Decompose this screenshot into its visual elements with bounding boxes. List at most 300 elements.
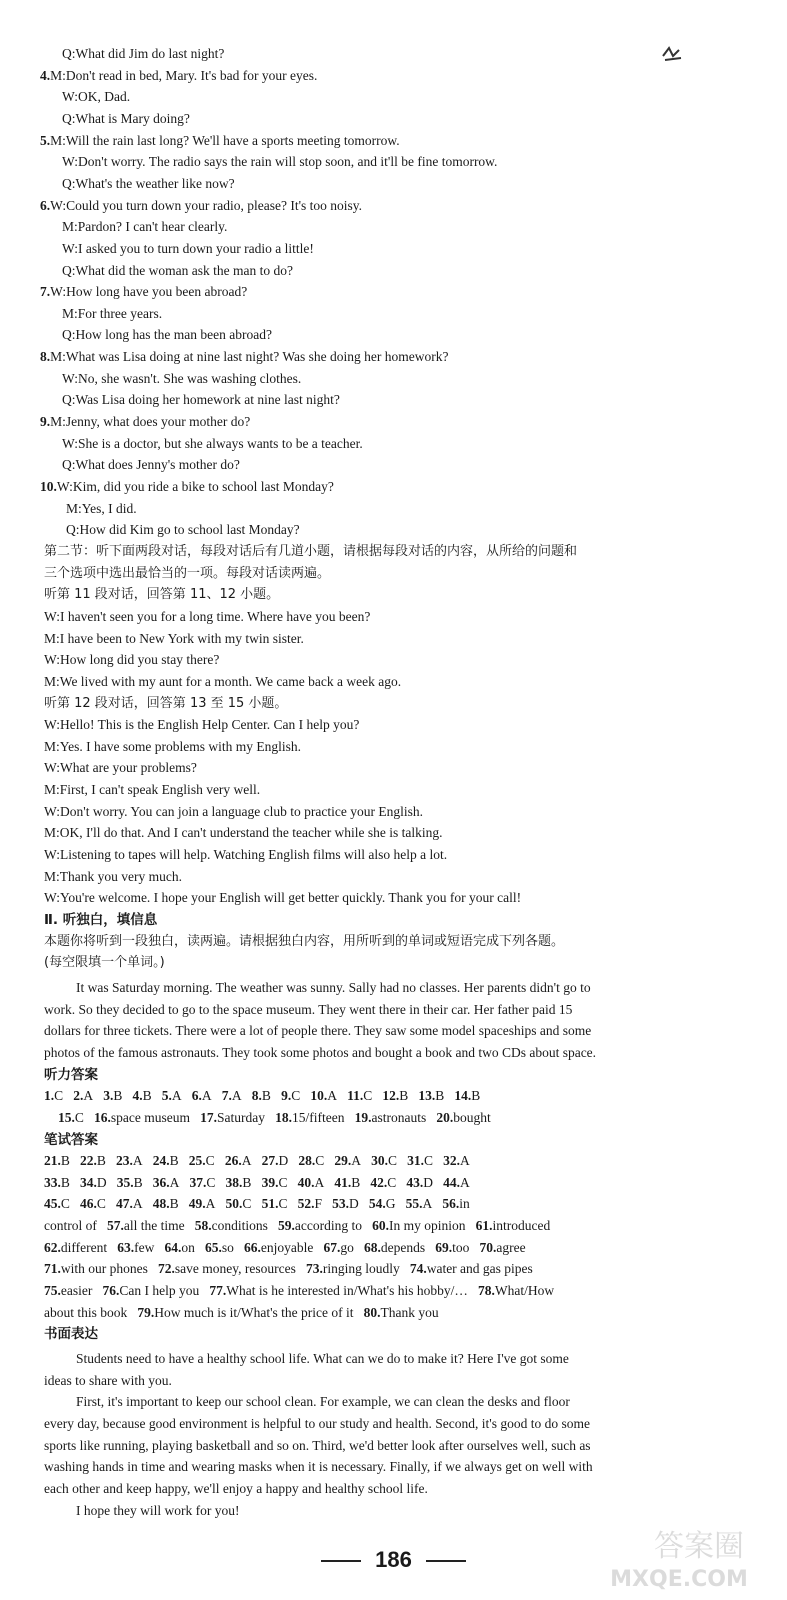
dialogue-line (44, 629, 744, 649)
answer-number: 37. (189, 1174, 207, 1190)
essay-line (76, 1392, 776, 1412)
answer-number: 60. (372, 1218, 389, 1234)
script-line (62, 434, 762, 454)
question-number: 4. (40, 67, 51, 83)
answer-gap (179, 1196, 189, 1211)
speaker-colon: : (56, 868, 60, 884)
script-text: How long have you been abroad? (66, 284, 248, 300)
answer-gap (396, 1175, 406, 1190)
answer-gap (106, 1153, 116, 1168)
essay-line (44, 1436, 744, 1456)
answer-gap (179, 1175, 189, 1190)
answer-number: 70. (479, 1239, 497, 1255)
answer-value: B (113, 1088, 123, 1104)
answer-value: A (422, 1196, 433, 1212)
answer-value: C (54, 1088, 64, 1104)
essay-text: each other and keep happy, we'll enjoy a happy and healthy school life. (44, 1480, 428, 1496)
dialogue-line (44, 845, 744, 865)
script-line (62, 44, 762, 64)
answer-number: 40. (297, 1174, 315, 1190)
speaker-label: Q (62, 262, 72, 278)
speaker-label: W (44, 890, 57, 906)
speaker-colon: : (56, 847, 61, 863)
essay-line (44, 1414, 744, 1434)
answer-number: 25. (188, 1153, 206, 1169)
answer-value: In my opinion (388, 1218, 466, 1234)
answer-value: How much is it/What's the price of it (154, 1304, 354, 1320)
answer-row (58, 1108, 758, 1128)
answer-value: A (132, 1153, 143, 1169)
answer-value: C (278, 1174, 288, 1190)
speaker-colon: : (69, 479, 73, 494)
dialogue-heading (44, 585, 744, 605)
answer-value: G (385, 1196, 396, 1212)
answer-row (44, 1238, 744, 1258)
answer-value: Saturday (217, 1109, 265, 1125)
speaker-label: M (50, 349, 63, 365)
page-number-right-rule (426, 1560, 466, 1562)
speaker-colon: : (74, 240, 79, 256)
speaker-label: W (50, 284, 63, 300)
answer-number: 68. (363, 1239, 381, 1255)
instruction-text: 三个选项中选出最恰当的一项。每段对话读两遍。 (44, 565, 331, 581)
answer-value: bought (453, 1109, 491, 1125)
answer-value: C (74, 1109, 84, 1125)
dialogue-text: Don't worry. You can join a language club to practice your English. (60, 803, 423, 819)
script-text: What did Jim do last night? (75, 46, 225, 61)
monologue-text: It was Saturday morning. The weather was sunny. Sally had no classes. Her parents didn't go to (76, 979, 591, 995)
answer-row (44, 1151, 744, 1171)
speaker-label: W (44, 847, 57, 863)
answer-number: 58. (194, 1218, 212, 1234)
answer-gap (70, 1196, 80, 1211)
answer-number: 31. (407, 1153, 424, 1169)
answer-gap (154, 1240, 164, 1255)
answer-gap (268, 1218, 278, 1233)
speaker-label: W (50, 197, 63, 213)
answer-number: 12. (382, 1088, 400, 1104)
answer-value: C (242, 1196, 252, 1212)
answer-value: C (387, 1153, 397, 1169)
script-line (62, 325, 762, 345)
answer-number: 32. (443, 1153, 460, 1169)
answer-gap (107, 1240, 117, 1255)
answer-value: agree (496, 1239, 526, 1255)
speaker-label: M (62, 305, 75, 321)
dialogue-heading-text: 听第 12 段对话，回答第 13 至 15 小题。 (44, 695, 288, 711)
answer-gap (271, 1088, 281, 1103)
answer-gap (324, 1175, 334, 1190)
answer-row (44, 1259, 744, 1279)
answer-number: 75. (44, 1283, 61, 1299)
dialogue-line (44, 802, 744, 822)
answer-number: 16. (94, 1109, 111, 1125)
answer-number: 72. (158, 1261, 175, 1277)
answer-gap (106, 1196, 116, 1211)
monologue-line (44, 1043, 744, 1063)
answer-gap (127, 1305, 137, 1320)
answer-gap (287, 1175, 297, 1190)
answer-value: astronauts (371, 1109, 427, 1125)
answer-value: C (387, 1174, 397, 1190)
answer-gap (432, 1196, 442, 1211)
answer-number: 71. (44, 1261, 61, 1277)
answer-gap (360, 1175, 370, 1190)
answer-number: 56. (442, 1196, 460, 1212)
answer-gap (465, 1218, 475, 1233)
dialogue-text: First, I can't speak English very well. (59, 782, 261, 798)
speaker-label: Q (62, 110, 72, 126)
answer-gap (152, 1088, 162, 1103)
script-text: For three years. (77, 305, 163, 321)
dialogue-text: How long did you stay there? (60, 652, 220, 668)
essay-text: First, it's important to keep our school clean. For example, we can clean the desks and floor (76, 1394, 570, 1410)
answer-gap (182, 1088, 192, 1103)
answer-number: 79. (137, 1304, 155, 1320)
script-line (62, 174, 762, 194)
speaker-colon: : (56, 608, 61, 624)
answer-row (44, 1194, 744, 1214)
speaker-colon: : (62, 284, 67, 300)
dialogue-text: Hello! This is the English Help Center. Can I help you? (60, 717, 360, 733)
speaker-label: M (62, 219, 75, 235)
speaker-colon: : (74, 435, 79, 451)
answer-number: 36. (152, 1174, 170, 1190)
speaker-label: W (56, 479, 70, 494)
answer-value: C (96, 1196, 106, 1212)
answer-number: 30. (371, 1153, 388, 1169)
answer-number: 9. (281, 1088, 292, 1104)
dialogue-line (44, 607, 744, 627)
answer-value: space museum (110, 1109, 190, 1125)
script-line (40, 196, 740, 216)
watermark-url: MXQE.COM (610, 1567, 748, 1592)
answer-number: 42. (370, 1174, 388, 1190)
script-text: What does Jenny's mother do? (75, 457, 240, 473)
speaker-label: W (44, 803, 57, 819)
script-text: Don't read in bed, Mary. It's bad for your eyes. (65, 67, 318, 83)
question-number: 7. (40, 284, 51, 300)
answer-number: 4. (132, 1088, 143, 1104)
speaker-colon: : (56, 803, 61, 819)
answer-value: C (60, 1196, 70, 1212)
speaker-colon: : (56, 760, 61, 776)
page-number-left-rule (321, 1560, 361, 1562)
essay-text: I hope they will work for you! (76, 1502, 240, 1518)
answer-gap (143, 1175, 153, 1190)
answer-value: A (231, 1088, 242, 1104)
speaker-label: W (62, 89, 75, 105)
essay-text: Students need to have a healthy school life. What can we do to make it? Here I've got some (76, 1351, 569, 1366)
answer-value: A (459, 1153, 470, 1169)
speaker-colon: : (74, 154, 79, 170)
speaker-label: M (50, 132, 63, 148)
script-text: She is a doctor, but she always wants to be a teacher. (78, 435, 363, 451)
dialogue-line (44, 888, 744, 908)
answer-row (44, 1173, 744, 1193)
script-text: What's the weather like now? (75, 175, 235, 191)
part2-instruction (44, 932, 744, 952)
answer-value: C (315, 1153, 325, 1169)
essay-line (44, 1457, 744, 1477)
speaker-colon: : (62, 67, 66, 83)
answers-heading (44, 1130, 744, 1150)
answer-value: C (291, 1088, 301, 1104)
writing-heading (44, 1324, 744, 1344)
speaker-label: W (44, 717, 57, 733)
answer-gap (63, 1088, 73, 1103)
script-text: Pardon? I can't hear clearly. (77, 219, 228, 235)
answer-value: on (181, 1239, 195, 1255)
answer-value: save money, resources (174, 1261, 296, 1277)
answer-value: What is he interested in/What's his hobby/… (226, 1283, 468, 1299)
script-line (62, 304, 762, 324)
answer-number: 7. (221, 1088, 232, 1104)
answer-gap (322, 1196, 332, 1211)
answer-value: too (452, 1239, 470, 1255)
answer-value: What/How (494, 1283, 555, 1299)
answer-number: 44. (443, 1174, 460, 1190)
answer-gap (234, 1240, 244, 1255)
answer-number: 52. (297, 1196, 315, 1212)
answer-gap (215, 1175, 225, 1190)
answer-value: all the time (123, 1218, 185, 1234)
answer-number: 65. (204, 1239, 222, 1255)
speaker-colon: : (56, 673, 60, 689)
speaker-label: M (50, 414, 63, 430)
answer-value: B (399, 1088, 409, 1104)
answer-number: 15. (58, 1109, 75, 1125)
answer-value: B (133, 1174, 143, 1190)
answer-gap (444, 1088, 454, 1103)
answer-value: A (459, 1174, 470, 1190)
answers-heading-text: 听力答案 (44, 1066, 98, 1083)
answer-gap (148, 1261, 158, 1276)
monologue-text: work. So they decided to go to the space museum. They went there in their car. Her father paid 15 (44, 1001, 573, 1017)
speaker-label: Q (62, 392, 72, 408)
watermark-logo (569, 1512, 769, 1592)
instruction-text: 本题你将听到一段独白，读两遍。请根据独白内容，用所听到的单词或短语完成下列各题。 (44, 933, 565, 949)
answer-gap (395, 1196, 405, 1211)
answer-number: 57. (107, 1218, 124, 1234)
answer-gap (107, 1175, 117, 1190)
answers-heading-text: 笔试答案 (44, 1131, 98, 1148)
answer-gap (468, 1283, 478, 1298)
monologue-text: photos of the famous astronauts. They took some photos and bought a book and two CDs about space. (44, 1044, 597, 1060)
speaker-label: W (44, 608, 57, 624)
script-line (62, 261, 762, 281)
monologue-line (44, 1021, 744, 1041)
answer-gap (361, 1153, 371, 1168)
answer-value: Thank you (380, 1304, 439, 1320)
answer-number: 64. (164, 1239, 182, 1255)
answer-number: 21. (44, 1153, 61, 1169)
answer-number: 26. (224, 1153, 242, 1169)
answer-value: B (435, 1088, 445, 1104)
speaker-colon: : (71, 457, 76, 473)
answer-number: 46. (80, 1196, 97, 1212)
speaker-label: M (66, 500, 79, 516)
answer-gap (185, 1218, 195, 1233)
answer-number: 29. (334, 1153, 352, 1169)
speaker-colon: : (62, 349, 66, 365)
essay-line (44, 1371, 744, 1391)
dialogue-text: I haven't seen you for a long time. Where have you been? (60, 608, 371, 624)
answer-value: A (171, 1088, 182, 1104)
instruction-text: (每空限填一个单词。) (44, 955, 165, 971)
answer-value: enjoyable (260, 1239, 314, 1255)
answer-gap (362, 1218, 372, 1233)
speaker-label: Q (62, 175, 72, 191)
answer-gap (324, 1153, 334, 1168)
answer-gap (425, 1240, 435, 1255)
answer-gap (97, 1218, 107, 1233)
speaker-colon: : (75, 522, 80, 538)
answer-value: B (169, 1153, 179, 1169)
dialogue-heading-text: 听第 11 段对话，回答第 11、12 小题。 (44, 587, 280, 603)
script-text: OK, Dad. (78, 89, 131, 105)
monologue-line (44, 1000, 744, 1020)
answer-number: 61. (475, 1218, 493, 1234)
essay-line (76, 1349, 776, 1369)
speaker-colon: : (62, 132, 66, 148)
script-line (66, 520, 766, 540)
answer-value: ringing loudly (322, 1261, 400, 1277)
script-line (40, 282, 740, 302)
essay-text: sports like running, playing basketball and so on. Third, we'd better look after ourselves well, such as (44, 1437, 591, 1453)
answer-gap (287, 1196, 297, 1211)
answer-number: 50. (225, 1196, 243, 1212)
dialogue-text: Thank you very much. (59, 868, 182, 884)
dialogue-text: Yes. I have some problems with my English. (59, 738, 302, 754)
answer-value: easier (60, 1283, 93, 1299)
answer-value: so (221, 1239, 234, 1255)
answer-gap (433, 1153, 443, 1168)
answer-gap (337, 1088, 347, 1103)
speaker-colon: : (71, 175, 76, 191)
speaker-label: Q (62, 457, 72, 473)
answer-value: B (142, 1088, 152, 1104)
answer-gap (251, 1153, 261, 1168)
script-text: What did the woman ask the man to do? (75, 262, 293, 278)
part2-heading (44, 910, 744, 930)
answer-gap (179, 1153, 189, 1168)
answer-number: 78. (478, 1283, 495, 1299)
writing-heading-text: 书面表达 (44, 1326, 98, 1343)
answer-value: go (340, 1239, 354, 1255)
speaker-colon: : (71, 327, 76, 343)
answer-number: 18. (275, 1109, 292, 1125)
answer-gap (354, 1305, 364, 1320)
answer-number: 22. (80, 1153, 97, 1169)
page-number-text: 186 (375, 1547, 412, 1572)
answer-number: 6. (191, 1088, 202, 1104)
answer-gap (372, 1088, 382, 1103)
answer-gap (426, 1110, 436, 1125)
answer-value: C (278, 1196, 288, 1212)
answer-row (44, 1303, 744, 1323)
answer-number: 5. (161, 1088, 172, 1104)
answer-gap (469, 1240, 479, 1255)
answer-value: in (459, 1196, 470, 1212)
answer-value: A (169, 1174, 180, 1190)
answer-number: 69. (435, 1239, 453, 1255)
answer-number: 45. (44, 1196, 61, 1212)
dialogue-text: I have been to New York with my twin sister. (59, 630, 304, 646)
answer-number: 39. (261, 1174, 279, 1190)
answer-value: B (471, 1088, 481, 1104)
answer-number: 63. (117, 1239, 135, 1255)
speaker-label: W (62, 370, 75, 386)
script-line (40, 347, 740, 367)
answer-gap (300, 1088, 310, 1103)
speaker-colon: : (71, 110, 76, 126)
answer-value: B (242, 1174, 252, 1190)
script-line (62, 369, 762, 389)
answer-number: 8. (251, 1088, 262, 1104)
watermark-logo-text: 答案圈 (654, 1529, 744, 1564)
answer-gap (122, 1088, 132, 1103)
speaker-colon: : (56, 825, 60, 841)
answer-value: A (201, 1088, 212, 1104)
dialogue-line (44, 758, 744, 778)
answers-heading (44, 1065, 744, 1085)
speaker-label: Q (62, 46, 72, 61)
answer-value: A (83, 1088, 94, 1104)
answer-gap (296, 1261, 306, 1276)
dialogue-line (44, 780, 744, 800)
speaker-colon: : (56, 652, 61, 668)
dialogue-text: You're welcome. I hope your English will get better quickly. Thank you for your call! (60, 890, 522, 906)
answer-number: 51. (261, 1196, 279, 1212)
answer-value: D (96, 1174, 107, 1190)
speaker-colon: : (71, 262, 76, 278)
answer-number: 17. (200, 1109, 217, 1125)
speaker-label: Q (66, 522, 76, 538)
answer-row (44, 1281, 744, 1301)
answer-number: 19. (354, 1109, 372, 1125)
script-line (40, 131, 740, 151)
speaker-colon: : (56, 738, 60, 754)
dialogue-line (44, 650, 744, 670)
answer-gap (143, 1196, 153, 1211)
script-text: Will the rain last long? We'll have a sports meeting tomorrow. (65, 132, 400, 148)
answer-number: 34. (80, 1174, 97, 1190)
answer-gap (143, 1153, 153, 1168)
speaker-colon: : (71, 46, 76, 61)
answer-gap (433, 1175, 443, 1190)
answer-number: 67. (323, 1239, 341, 1255)
answer-number: 13. (418, 1088, 436, 1104)
script-line (62, 109, 762, 129)
answer-number: 41. (334, 1174, 352, 1190)
script-text: Could you turn down your radio, please? It's too noisy. (66, 197, 363, 213)
script-line (40, 66, 740, 86)
answer-value: control of (44, 1218, 97, 1234)
answer-gap (408, 1088, 418, 1103)
dialogue-text: OK, I'll do that. And I can't understand the teacher while she is talking. (59, 825, 443, 841)
answer-value: A (132, 1196, 143, 1212)
answer-value: B (96, 1153, 106, 1169)
dialogue-text: What are your problems? (60, 760, 197, 776)
corner-scribble-icon (659, 42, 687, 66)
speaker-colon: : (74, 305, 78, 321)
answer-value: B (351, 1174, 361, 1190)
answer-number: 10. (310, 1088, 328, 1104)
answer-number: 74. (409, 1261, 427, 1277)
answer-value: A (351, 1153, 361, 1169)
script-line (62, 152, 762, 172)
